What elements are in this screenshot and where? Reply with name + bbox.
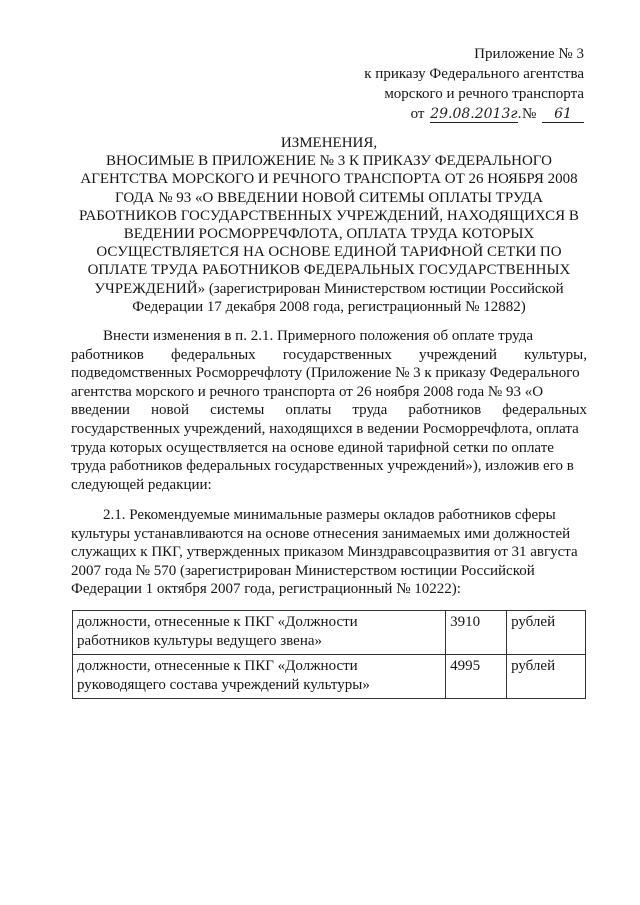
word: новой [151,402,190,419]
word: работников [71,346,144,363]
order-date-number-row [352,104,584,124]
paragraph-line: труда работников федеральных государственных учреждений»), изложив его в [71,458,574,475]
amount-cell: 4995 [446,655,507,699]
appendix-header [352,44,584,124]
paragraph-line [71,346,587,365]
document-title [70,134,588,316]
amount-cell: 3910 [446,611,507,655]
title-line: ВЕДЕНИИ РОСМОРРЕЧФЛОТА, ОПЛАТА ТРУДА КОТОРЫХ [123,226,535,243]
position-text: руководящего состава учреждений культуры» [77,677,370,693]
title-line: ИЗМЕНЕНИЯ, [280,135,378,151]
word: системы [210,402,265,419]
word: оплаты [285,402,332,419]
title-line: Федерации 17 декабря 2008 года, регистрационный № 12882) [132,298,526,315]
date-prefix: от [410,106,425,122]
paragraph-line: агентства морского и речного транспорта от 26 ноября 2008 года № 93 «О [71,383,544,400]
title-line: ВНОСИМЫЕ В ПРИЛОЖЕНИЕ № 3 К ПРИКАЗУ ФЕДЕРАЛЬНОГО [106,153,552,170]
word: работников [408,402,482,419]
position-text: должности, отнесенные к ПКГ «Должности [77,658,358,674]
handwritten-number: 61 [542,106,584,123]
title-line: УЧРЕЖДЕНИЙ» (зарегистрирован Министерством юстиции Российской [94,280,564,297]
title-line: ОСУЩЕСТВЛЯЕТСЯ НА ОСНОВЕ ЕДИНОЙ ТАРИФНОЙ СЕТКИ ПО [96,244,562,261]
position-cell [73,655,446,699]
position-cell [73,611,446,655]
word: культуры, [524,346,587,363]
paragraph-line: культуры устанавливаются на основе отнесения занимаемых ими должностей [71,525,571,542]
paragraph-line: государственных учреждений, находящихся в ведении Росморречфлота, оплата [71,420,579,437]
table-row [73,655,586,699]
salary-paragraph [71,506,587,599]
unit-cell: рублей [507,611,586,655]
title-line: ОПЛАТЕ ТРУДА РАБОТНИКОВ ФЕДЕРАЛЬНЫХ ГОСУДАРСТВЕННЫХ [87,262,571,279]
position-text: должности, отнесенные к ПКГ «Должности [77,614,358,630]
table-row [73,611,586,655]
word: труда [352,402,388,419]
title-line: ГОДА № 93 «О ВВЕДЕНИИ НОВОЙ СИТЕМЫ ОПЛАТЫ ТРУДА [115,189,543,206]
word: федеральных [502,402,587,419]
handwritten-date: 29.08.2013г. [430,106,522,122]
word: государственных [282,346,392,363]
amendment-paragraph [71,327,587,494]
paragraph-line: служащих к ПКГ, утвержденных приказом Минздравсоцразвития от 31 августа [71,544,578,561]
agency-name: морского и речного транспорта [384,86,584,102]
paragraph-line: следующей редакции: [71,476,212,493]
number-prefix: № [521,106,537,122]
word: учреждений [419,346,497,363]
appendix-number: Приложение № 3 [474,46,584,62]
word: введении [71,402,130,419]
paragraph-line: Федерации 1 октября 2007 года, регистрационный № 10222): [71,581,461,598]
paragraph-line: Внести изменения в п. 2.1. Примерного положения об оплате труда [103,328,533,344]
paragraph-line: 2.1. Рекомендуемые минимальные размеры окладов работников сферы [103,507,556,523]
paragraph-line: подведомственных Росморречфлоту (Приложение № 3 к приказу Федерального [71,365,580,382]
paragraph-line: 2007 года № 570 (зарегистрирован Министерством юстиции Российской [71,562,535,579]
position-text: работников культуры ведущего звена» [77,633,323,649]
paragraph-line: труда которых осуществляется на основе единой тарифной сетки по оплате [71,439,554,456]
unit-cell: рублей [507,655,586,699]
word: федеральных [170,346,256,363]
title-line: АГЕНТСТВА МОРСКОГО И РЕЧНОГО ТРАНСПОРТА ОТ 26 НОЯБРЯ 2008 [80,171,578,188]
salary-table [72,610,586,699]
paragraph-line [71,401,587,420]
title-line: РАБОТНИКОВ ГОСУДАРСТВЕННЫХ УЧРЕЖДЕНИЙ, НАХОДЯЩИХСЯ В [79,207,579,224]
order-reference: к приказу Федерального агентства [364,66,584,82]
